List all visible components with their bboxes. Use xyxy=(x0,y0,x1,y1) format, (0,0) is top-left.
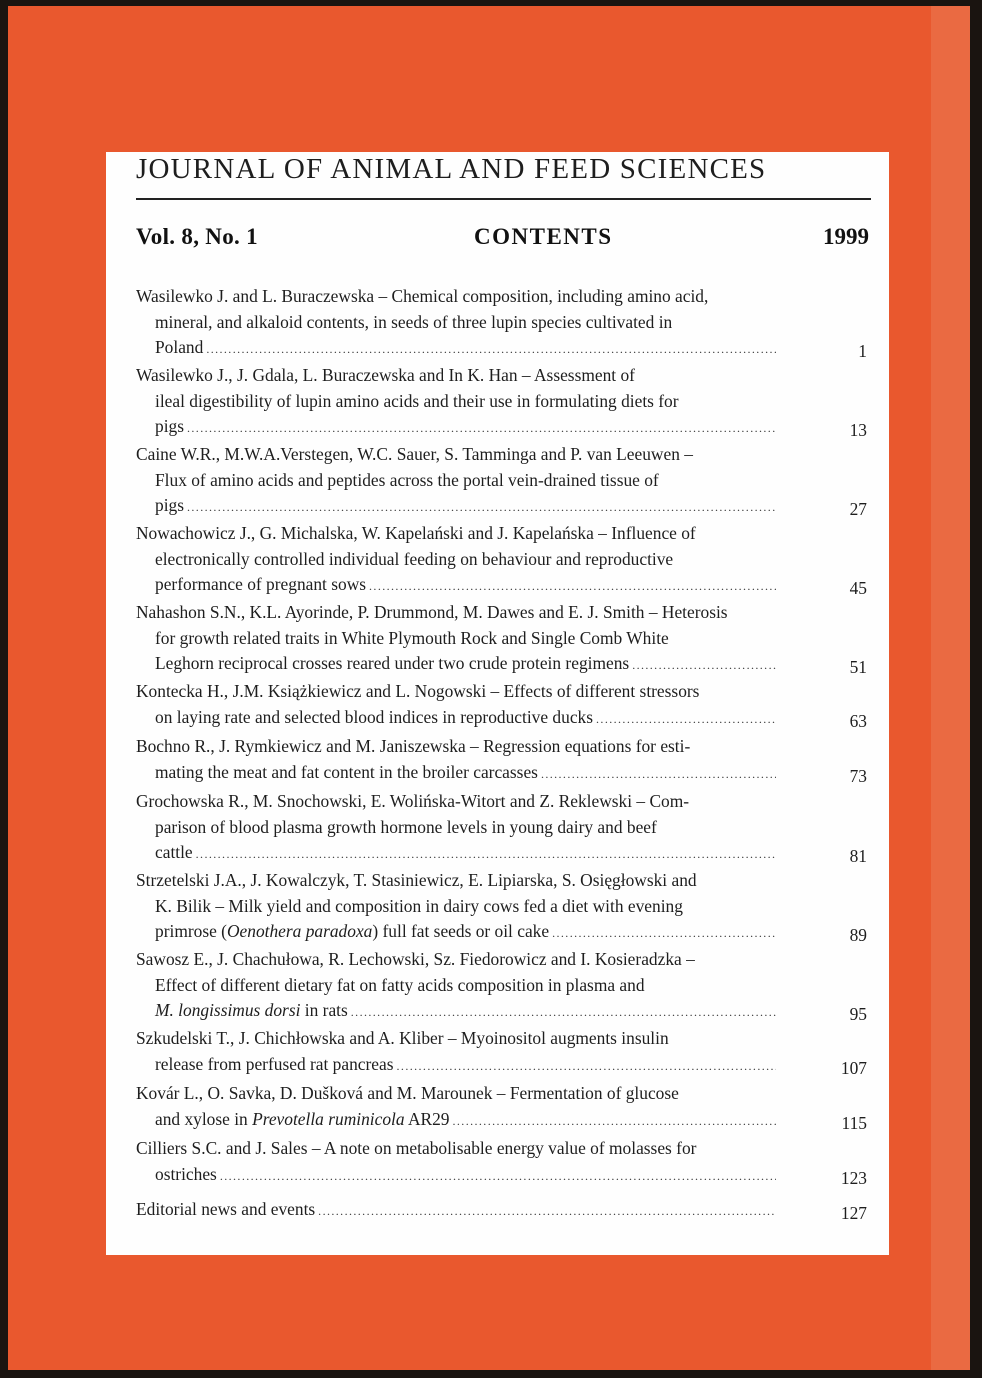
entry-last-line xyxy=(136,1107,776,1133)
toc-entry xyxy=(136,868,776,945)
entry-title-line: Effect of different dietary fat on fatty acids composition in plasma and xyxy=(155,974,645,995)
toc-entry xyxy=(136,363,776,440)
page-number: 127 xyxy=(840,1203,867,1223)
entry-last-text: release from perfused rat pancreas xyxy=(155,1053,394,1074)
page-number: 63 xyxy=(849,710,867,731)
toc-entry xyxy=(136,521,776,598)
entry-last-line xyxy=(136,705,776,731)
entry-text-post: in rats xyxy=(300,1000,348,1020)
dot-leader xyxy=(318,1199,776,1225)
entry-last-text: on laying rate and selected blood indices in reproductive ducks xyxy=(155,706,594,727)
dot-leader xyxy=(552,921,776,947)
dot-leader xyxy=(187,495,776,521)
page-number: 73 xyxy=(849,765,867,786)
entry-last-text: Editorial news and events xyxy=(136,1199,316,1219)
entry-last-line xyxy=(136,651,776,677)
entry-last-line xyxy=(136,998,776,1024)
toc-entry xyxy=(136,734,776,785)
entry-last-text xyxy=(155,919,549,945)
entry-authors-line: Kontecka H., J.M. Książkiewicz and L. Nogowski – Effects of different stressors xyxy=(136,681,700,701)
dot-leader xyxy=(206,337,776,363)
toc-entry xyxy=(136,1026,776,1077)
entry-title-line: K. Bilik – Milk yield and composition in dairy cows fed a diet with evening xyxy=(155,895,683,916)
page-number: 95 xyxy=(849,1004,867,1024)
entry-last-text: Leghorn reciprocal crosses reared under two crude protein regimens xyxy=(155,653,630,673)
title-rule xyxy=(136,198,871,200)
contents-header xyxy=(136,224,869,252)
entry-authors-line: Wasilewko J. and L. Buraczewska – Chemical composition, including amino acid, xyxy=(136,286,709,306)
dot-leader xyxy=(196,842,776,868)
page-number: 45 xyxy=(849,578,867,598)
entry-last-line xyxy=(136,572,776,598)
entry-last-line xyxy=(136,840,776,866)
entry-title-line: mineral, and alkaloid contents, in seeds of three lupin species cultivated in xyxy=(155,311,673,332)
dot-leader xyxy=(541,762,776,788)
entry-authors-line: Nowachowicz J., G. Michalska, W. Kapelański and J. Kapelańska – Influence of xyxy=(136,523,696,543)
dot-leader xyxy=(632,653,776,679)
entry-authors-line: Nahashon S.N., K.L. Ayorinde, P. Drummond, M. Dawes and E. J. Smith – Heterosis xyxy=(136,602,728,622)
page-number: 115 xyxy=(841,1112,867,1133)
entry-authors-line: Sawosz E., J. Chachułowa, R. Lechowski, Sz. Fiedorowicz and I. Kosieradzka – xyxy=(136,949,695,969)
entry-last-text: ostriches xyxy=(155,1163,217,1184)
dot-leader xyxy=(453,1109,777,1135)
page-number: 81 xyxy=(849,846,867,866)
entry-last-text: Poland xyxy=(155,337,204,357)
toc-entry xyxy=(136,1081,776,1132)
entry-title-line: for growth related traits in White Plymouth Rock and Single Comb White xyxy=(155,627,669,648)
page-number: 123 xyxy=(840,1167,867,1188)
page-number: 89 xyxy=(849,925,867,945)
entry-last-text: cattle xyxy=(155,842,193,862)
entry-text-pre: primrose ( xyxy=(155,921,227,941)
entry-text-post: ) full fat seeds or oil cake xyxy=(372,921,550,941)
page-number: 1 xyxy=(858,341,867,361)
entry-last-line xyxy=(136,1197,776,1223)
publication-year: 1999 xyxy=(823,224,869,249)
dot-leader xyxy=(351,1000,776,1026)
entry-last-line xyxy=(136,919,776,945)
entry-last-text: mating the meat and fat content in the broiler carcasses xyxy=(155,761,538,782)
entry-authors-line: Szkudelski T., J. Chichłowska and A. Kliber – Myoinositol augments insulin xyxy=(136,1028,669,1048)
dot-leader xyxy=(397,1054,776,1080)
toc-entry xyxy=(136,442,776,519)
volume-issue: Vol. 8, No. 1 xyxy=(136,224,258,249)
entry-authors-line: Bochno R., J. Rymkiewicz and M. Janiszewska – Regression equations for esti- xyxy=(136,736,691,756)
entry-text-post: AR29 xyxy=(404,1108,450,1129)
entry-authors-line: Strzetelski J.A., J. Kowalczyk, T. Stasiniewicz, E. Lipiarska, S. Osięgłowski and xyxy=(136,870,697,890)
entry-last-text: performance of pregnant sows xyxy=(155,574,367,594)
entry-last-line xyxy=(136,493,776,519)
entry-last-text: pigs xyxy=(155,416,184,436)
entry-last-line xyxy=(136,335,776,361)
entry-last-line xyxy=(136,414,776,440)
toc-entry xyxy=(136,789,776,866)
toc-entry xyxy=(136,284,776,361)
entry-authors-line: Wasilewko J., J. Gdala, L. Buraczewska and In K. Han – Assessment of xyxy=(136,365,635,385)
dot-leader xyxy=(369,574,776,600)
page-number: 27 xyxy=(849,499,867,519)
entry-authors-line: Grochowska R., M. Snochowski, E. Wolińska-Witort and Z. Reklewski – Com- xyxy=(136,791,690,811)
entry-authors-line: Cilliers S.C. and J. Sales – A note on metabolisable energy value of molasses for xyxy=(136,1138,697,1158)
toc-entry xyxy=(136,947,776,1024)
page-number: 107 xyxy=(840,1057,867,1078)
toc-entry xyxy=(136,600,776,677)
page-number: 51 xyxy=(849,657,867,677)
entry-title-line: ileal digestibility of lupin amino acids and their use in formulating diets for xyxy=(155,390,679,411)
entry-last-line xyxy=(136,1162,776,1188)
dot-leader xyxy=(187,416,776,442)
entry-title-line: Flux of amino acids and peptides across the portal vein-drained tissue of xyxy=(155,469,659,490)
toc-entry xyxy=(136,679,776,730)
entry-last-text: pigs xyxy=(155,495,184,515)
toc-entry xyxy=(136,1197,776,1223)
entry-species-italic: Prevotella ruminicola xyxy=(252,1108,405,1129)
entry-last-line xyxy=(136,760,776,786)
entry-last-text xyxy=(155,998,348,1024)
entry-species-italic: M. longissimus dorsi xyxy=(155,1000,301,1020)
contents-heading: CONTENTS xyxy=(474,224,613,249)
cover-spine-edge xyxy=(931,6,970,1370)
entry-authors-line: Kovár L., O. Savka, D. Dušková and M. Marounek – Fermentation of glucose xyxy=(136,1083,679,1103)
dot-leader xyxy=(220,1164,776,1190)
journal-title: JOURNAL OF ANIMAL AND FEED SCIENCES xyxy=(136,153,767,185)
dot-leader xyxy=(596,707,776,733)
toc-entry xyxy=(136,1136,776,1187)
entry-last-line xyxy=(136,1052,776,1078)
page-number: 13 xyxy=(849,420,867,440)
entry-last-text xyxy=(155,1107,450,1133)
entry-title-line: parison of blood plasma growth hormone levels in young dairy and beef xyxy=(155,816,657,837)
entry-text-pre: and xylose in xyxy=(155,1108,253,1129)
entry-species-italic: Oenothera paradoxa xyxy=(226,921,373,941)
contents-panel xyxy=(106,152,889,1255)
entry-authors-line: Caine W.R., M.W.A.Verstegen, W.C. Sauer, S. Tamminga and P. van Leeuwen – xyxy=(136,444,693,464)
entry-title-line: electronically controlled individual feeding on behaviour and reproductive xyxy=(155,548,674,569)
